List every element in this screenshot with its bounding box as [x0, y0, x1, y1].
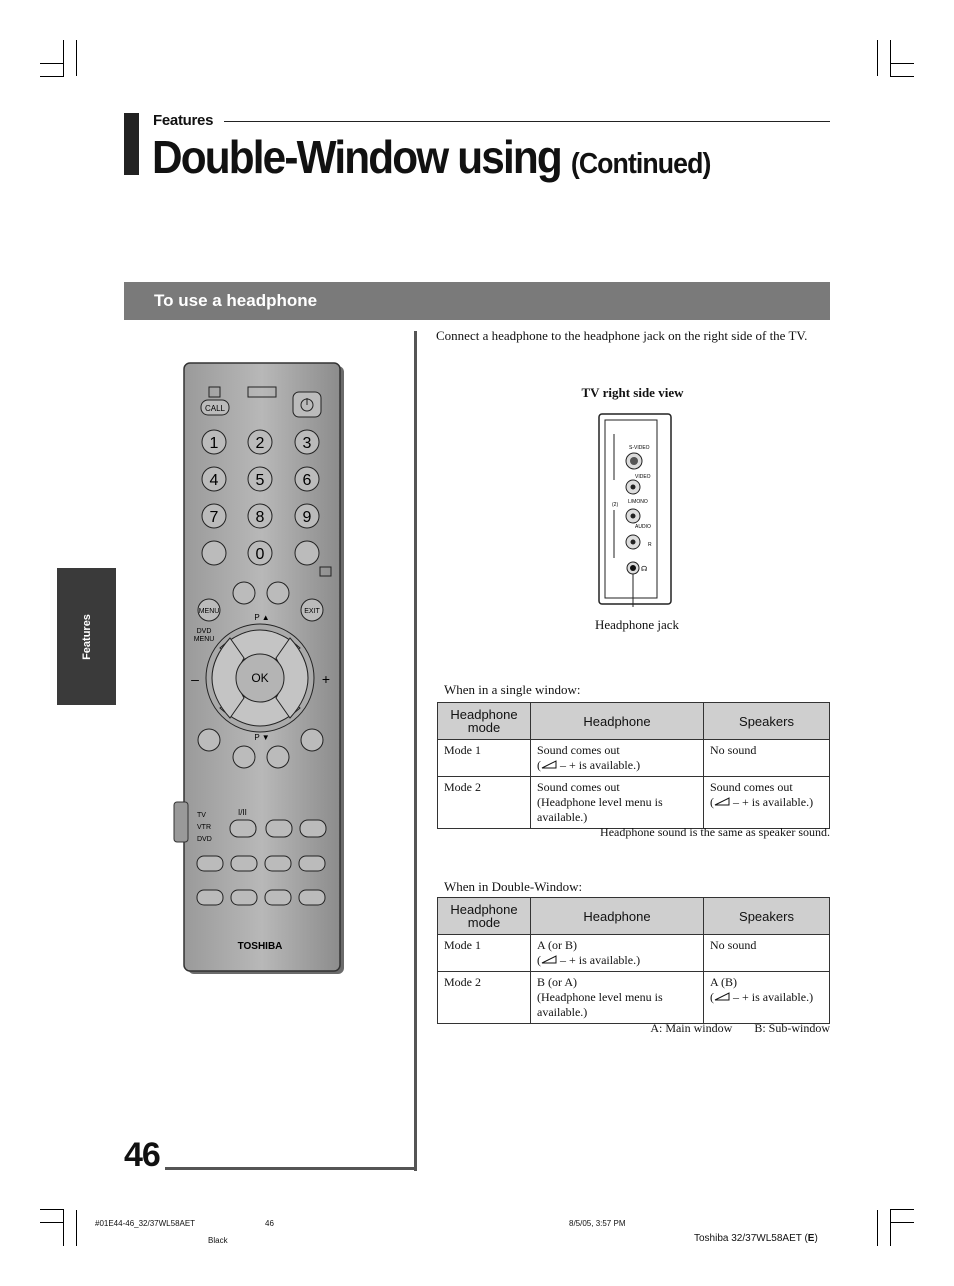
- svg-text:8: 8: [255, 509, 265, 526]
- svg-text:TV: TV: [197, 812, 206, 819]
- col-header: Headphone mode: [438, 703, 531, 740]
- page-number-rule: [165, 1167, 417, 1170]
- single-window-table: [437, 702, 830, 829]
- footer-color: Black: [208, 1236, 228, 1245]
- page-number: 46: [124, 1136, 160, 1174]
- recall-button: [202, 541, 226, 565]
- crop-mark: [40, 1209, 64, 1210]
- crop-mark: [63, 40, 64, 76]
- svg-text:P ▲: P ▲: [254, 613, 270, 622]
- remote-control-illustration: [170, 362, 350, 977]
- single-window-note: Headphone sound is the same as speaker sound.: [600, 825, 830, 839]
- svg-text:R: R: [648, 542, 652, 548]
- table-cell: B (or A) (Headphone level menu is available.): [531, 972, 704, 1024]
- headphone-jack-callout: Headphone jack: [594, 617, 680, 632]
- footer-file: #01E44-46_32/37WL58AET: [95, 1219, 196, 1228]
- tv-side-panel-illustration: [597, 412, 675, 607]
- crop-mark: [40, 63, 64, 64]
- yellow-button: [267, 746, 289, 768]
- svg-text:7: 7: [209, 509, 219, 526]
- table-cell: Sound comes out (Headphone level menu is available.): [531, 777, 704, 829]
- fast-forward-button: [299, 856, 325, 871]
- subheading: To use a headphone: [154, 291, 318, 310]
- table-cell: No sound: [704, 740, 830, 777]
- svg-text:0: 0: [255, 546, 265, 563]
- crop-mark: [890, 1210, 891, 1246]
- svg-text:MENU: MENU: [193, 636, 215, 643]
- svg-text:MENU: MENU: [198, 608, 220, 615]
- svg-text:3: 3: [302, 435, 312, 452]
- col-header: Speakers: [704, 898, 830, 935]
- crop-mark: [890, 40, 891, 76]
- svg-text:(2): (2): [612, 502, 619, 508]
- single-window-caption: When in a single window:: [444, 682, 581, 697]
- table-row: [438, 740, 830, 777]
- volume-icon: [714, 992, 730, 1001]
- crop-mark: [76, 40, 77, 76]
- svg-text:–: –: [191, 671, 199, 687]
- svg-text:OK: OK: [251, 671, 269, 685]
- table-cell: Mode 2: [438, 777, 531, 829]
- svg-text:9: 9: [302, 509, 312, 526]
- table-cell: Mode 2: [438, 972, 531, 1024]
- headphone-icon: ☊: [641, 565, 648, 573]
- page-title-suffix: (Continued): [570, 148, 711, 180]
- skip-back-button: [231, 890, 257, 905]
- eject-button: [197, 856, 223, 871]
- stop-button: [265, 890, 291, 905]
- table-cell: Sound comes out ( – + is available.): [704, 777, 830, 829]
- svg-text:5: 5: [255, 472, 265, 489]
- column-divider: [414, 331, 417, 1171]
- crop-mark: [890, 63, 914, 64]
- table-row: [438, 972, 830, 1024]
- table-header-row: [438, 703, 830, 740]
- side-tab-label: Features: [80, 613, 93, 660]
- crop-mark: [877, 1210, 878, 1246]
- crop-mark: [877, 40, 878, 76]
- svg-text:L/MONO: L/MONO: [628, 499, 648, 505]
- subheading-bar: [124, 282, 830, 320]
- crop-mark: [890, 76, 914, 77]
- table-cell: Sound comes out ( – + is available.): [531, 740, 704, 777]
- svg-text:VTR: VTR: [197, 824, 211, 831]
- svg-text:VIDEO: VIDEO: [635, 474, 651, 480]
- rewind-button: [231, 856, 257, 871]
- pip-button: [267, 582, 289, 604]
- footer-date: 8/5/05, 3:57 PM: [569, 1219, 626, 1228]
- red-button: [198, 729, 220, 751]
- table-cell: No sound: [704, 935, 830, 972]
- table-row: [438, 935, 830, 972]
- double-window-table: [437, 897, 830, 1024]
- crop-mark: [40, 76, 64, 77]
- crop-mark: [63, 1210, 64, 1246]
- svg-text:EXIT: EXIT: [304, 608, 320, 615]
- volume-icon: [714, 797, 730, 806]
- double-window-note: [437, 1021, 830, 1036]
- table-row: [438, 777, 830, 829]
- blue-button: [301, 729, 323, 751]
- table-cell: A (B) ( – + is available.): [704, 972, 830, 1024]
- volume-icon: [541, 760, 557, 769]
- crop-mark: [40, 1222, 64, 1223]
- svg-text:S-VIDEO: S-VIDEO: [629, 445, 650, 451]
- col-header: Speakers: [704, 703, 830, 740]
- crop-mark: [890, 1222, 914, 1223]
- svg-text:DVD: DVD: [196, 628, 212, 635]
- table-cell: Mode 1: [438, 740, 531, 777]
- svg-text:1: 1: [209, 435, 219, 452]
- header-accent-bar: [124, 113, 139, 175]
- sound-button: [266, 820, 292, 837]
- col-header: Headphone: [531, 898, 704, 935]
- mute-button: [300, 820, 326, 837]
- green-button: [233, 746, 255, 768]
- double-window-button: [233, 582, 255, 604]
- skip-forward-button: [299, 890, 325, 905]
- section-label: Features: [153, 112, 214, 129]
- svg-text:P ▼: P ▼: [254, 733, 270, 742]
- crop-mark: [890, 1209, 914, 1210]
- intro-text: Connect a headphone to the headphone jack on the right side of the TV.: [436, 328, 808, 343]
- double-window-caption: When in Double-Window:: [444, 879, 583, 894]
- col-header: Headphone: [531, 703, 704, 740]
- crop-mark: [76, 1210, 77, 1246]
- table-cell: A (or B) ( – + is available.): [531, 935, 704, 972]
- note-main-window: A: Main window: [650, 1021, 733, 1035]
- svg-text:I/II: I/II: [238, 808, 247, 817]
- volume-icon: [541, 955, 557, 964]
- svg-text:TOSHIBA: TOSHIBA: [237, 941, 283, 952]
- table-header-row: [438, 898, 830, 935]
- svg-text:6: 6: [302, 472, 312, 489]
- page-title: [152, 131, 711, 183]
- note-sub-window: B: Sub-window: [754, 1021, 830, 1035]
- svg-text:2: 2: [255, 435, 265, 452]
- dual-button: [230, 820, 256, 837]
- pause-button: [197, 890, 223, 905]
- play-button: [265, 856, 291, 871]
- figure-title: TV right side view: [581, 385, 684, 400]
- svg-text:CALL: CALL: [204, 404, 226, 413]
- page-title-main: Double-Window using: [152, 131, 561, 183]
- svg-text:+: +: [321, 671, 331, 687]
- svg-text:DVD: DVD: [197, 836, 212, 843]
- footer-page: 46: [265, 1219, 274, 1228]
- col-header: Headphone mode: [438, 898, 531, 935]
- side-tab: [57, 568, 116, 705]
- footer-brand: Toshiba 32/37WL58AET (E): [694, 1233, 818, 1244]
- svg-text:AUDIO: AUDIO: [635, 524, 651, 530]
- table-cell: Mode 1: [438, 935, 531, 972]
- svg-text:4: 4: [209, 472, 219, 489]
- section-rule: [224, 121, 830, 122]
- input-select-button: [295, 541, 319, 565]
